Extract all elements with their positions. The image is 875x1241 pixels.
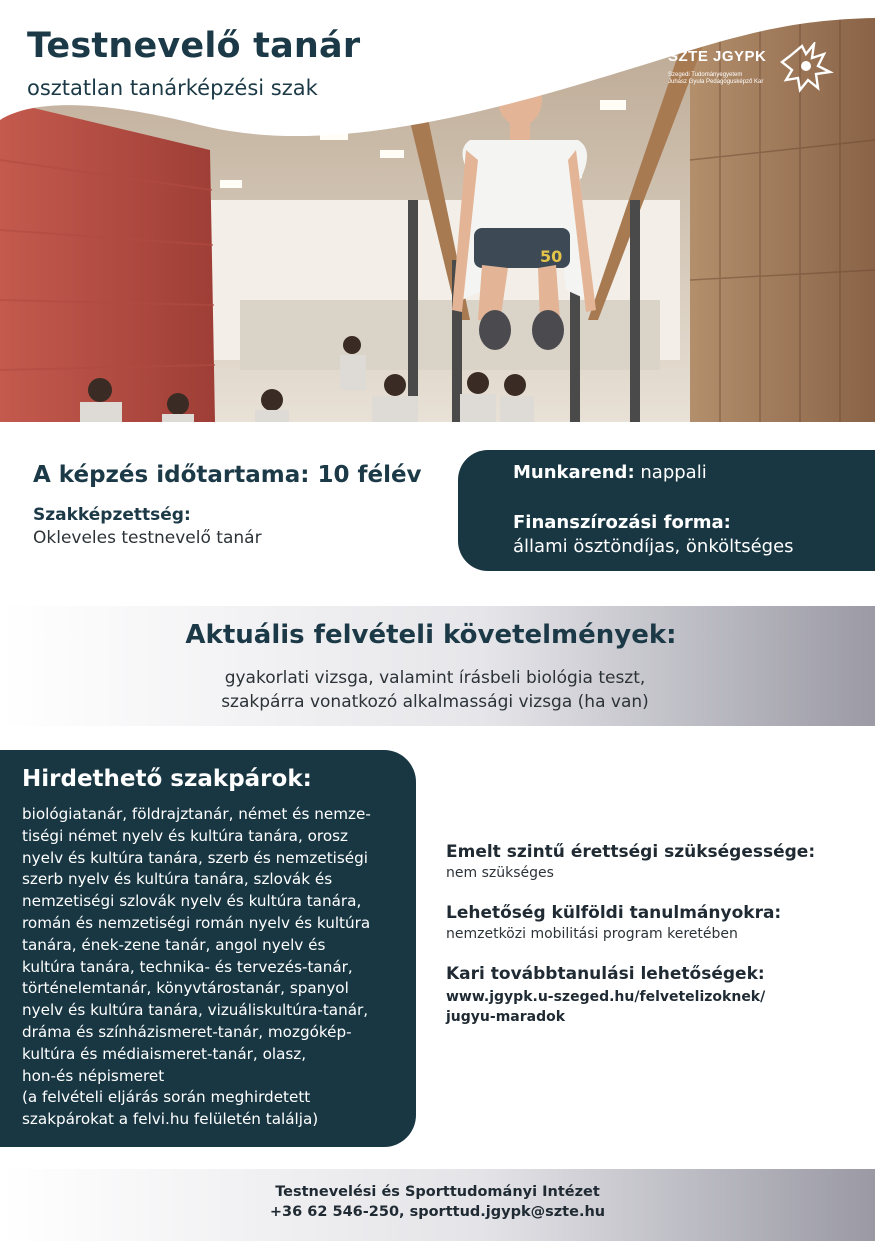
abroad-info bbox=[446, 903, 866, 942]
page-subtitle: osztatlan tanárképzési szak bbox=[27, 76, 318, 100]
further-study-label: Kari továbbtanulási lehetőségek: bbox=[446, 964, 765, 984]
work-schedule-line bbox=[513, 462, 707, 483]
subject-pairs-list: biológiatanár, földrajztanár, német és nemze- tiségi német nyelv és kultúra tanára, orosz nyelv és kultúra tanára, szerb és nemzetiségi szerb nyelv és kultúra tanára, szlovák és nemzetiségi szlovák nyelv és kultúra tanára, román és nemzetiségi román nyelv és kultúra tanára, ének-zene tanár, angol nyelv és kultúra tanára, technika- és tervezés-tanár, történelemtanár, könyvtárostanár, spanyol nyelv és kultúra tanára, vizuáliskultúra-tanár, dráma és színházismeret-tanár, mozgókép- kultúra és médiaismeret-tanár, olasz, hon-és népismeret (a felvételi eljárás során meghirdetett szakpárokat a felvi.hu felületén találja) bbox=[22, 805, 371, 1129]
footer-band bbox=[0, 1169, 875, 1241]
university-emblem-icon bbox=[780, 42, 834, 94]
requirements-line1: gyakorlati vizsga, valamint írásbeli biológia teszt, bbox=[224, 668, 646, 688]
qualification-label: Szakképzettség: bbox=[33, 505, 191, 525]
logo-sub-line1: Szegedi Tudományegyetem bbox=[668, 72, 743, 78]
qualification-value: Okleveles testnevelő tanár bbox=[33, 528, 262, 548]
requirements-title: Aktuális felvételi követelmények: bbox=[185, 620, 677, 650]
work-schedule-box bbox=[458, 450, 875, 571]
subject-pairs-title: Hirdethető szakpárok: bbox=[22, 766, 312, 792]
matura-value: nem szükséges bbox=[446, 865, 554, 881]
logo-sub-line2: Juhász Gyula Pedagógusképző Kar bbox=[668, 79, 764, 85]
footer-contact: +36 62 546-250, sporttud.jgypk@szte.hu bbox=[269, 1204, 606, 1220]
abroad-label: Lehetőség külföldi tanulmányokra: bbox=[446, 903, 782, 923]
requirements-band bbox=[0, 606, 875, 726]
work-schedule-value: nappali bbox=[640, 462, 707, 483]
further-study-info bbox=[446, 964, 866, 1027]
matura-label: Emelt szintű érettségi szükségessége: bbox=[446, 842, 816, 862]
hero-photo bbox=[0, 0, 875, 422]
subject-pairs-box bbox=[0, 750, 416, 1147]
requirements-text bbox=[0, 666, 870, 714]
logo-subtitle bbox=[668, 72, 763, 86]
training-duration: A képzés időtartama: 10 félév bbox=[33, 462, 422, 488]
szte-jgypk-logo bbox=[668, 42, 838, 94]
further-study-link[interactable] bbox=[446, 987, 866, 1027]
logo-name: SZTE JGYPK bbox=[668, 48, 767, 65]
further-link-line2[interactable]: jugyu-maradok bbox=[446, 1009, 566, 1025]
work-schedule-label: Munkarend: bbox=[513, 462, 635, 483]
abroad-value: nemzetközi mobilitási program keretében bbox=[446, 926, 738, 942]
further-link-line1[interactable]: www.jgypk.u-szeged.hu/felvetelizoknek/ bbox=[446, 989, 766, 1005]
shorts-number: 50 bbox=[540, 247, 563, 266]
financing-label: Finanszírozási forma: bbox=[513, 512, 731, 533]
financing-value: állami ösztöndíjas, önköltséges bbox=[513, 536, 794, 557]
title-block bbox=[27, 26, 360, 100]
matura-info bbox=[446, 842, 866, 881]
page-title: Testnevelő tanár bbox=[27, 26, 361, 66]
requirements-line2: szakpárra vonatkozó alkalmassági vizsga (ha van) bbox=[221, 692, 649, 712]
footer-institute: Testnevelési és Sporttudományi Intézet bbox=[275, 1184, 600, 1200]
